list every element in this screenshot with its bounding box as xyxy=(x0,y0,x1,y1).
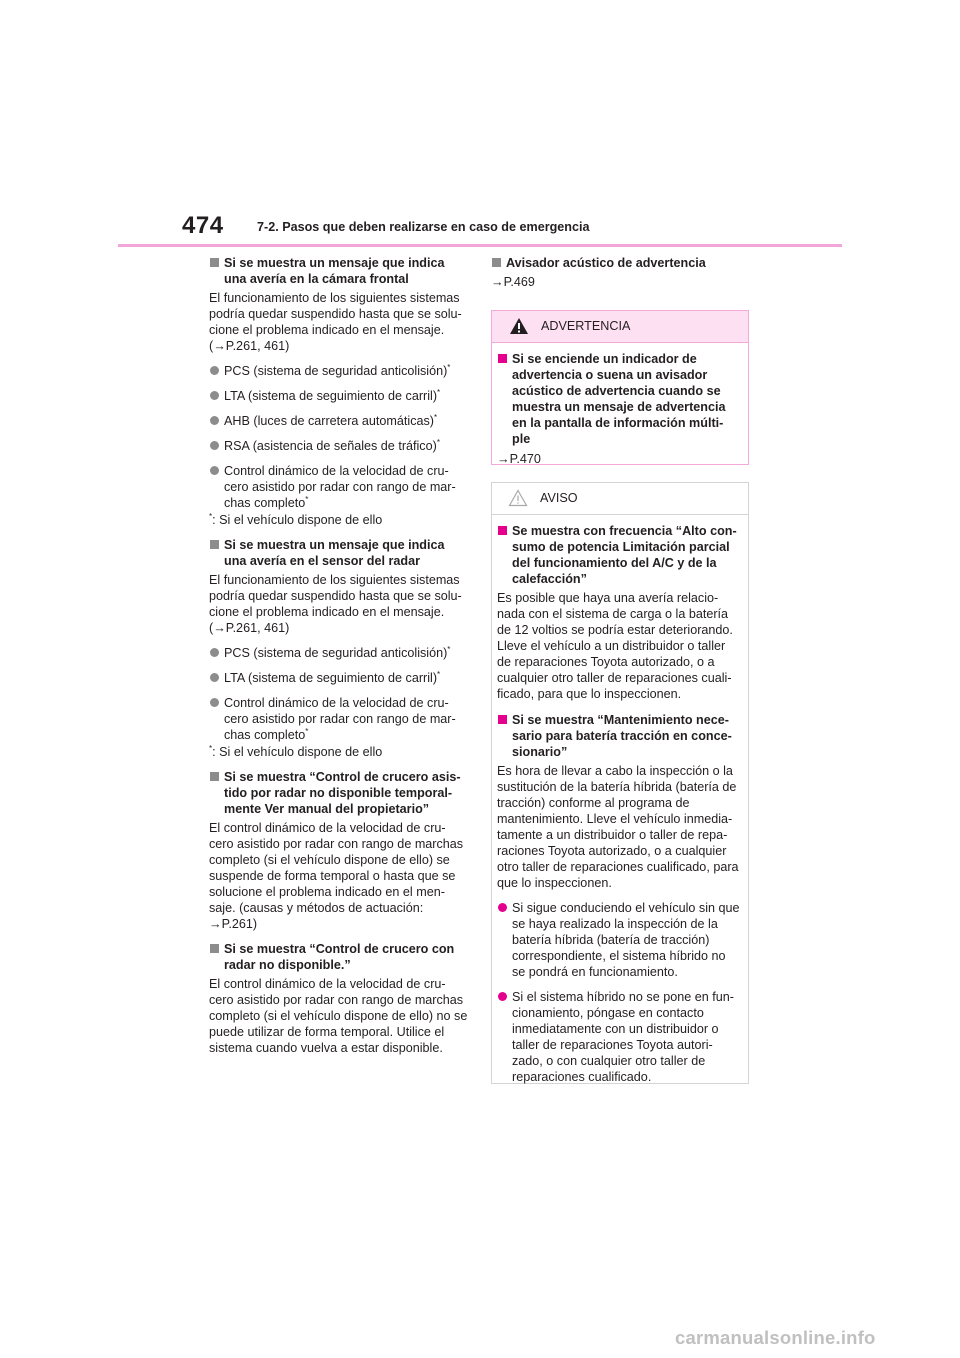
heading-text: Si se muestra “Mantenimiento nece- sario para batería tracción en conce- sionario” xyxy=(512,713,732,759)
page-reference: →P.470 xyxy=(497,452,541,466)
circle-bullet-icon xyxy=(210,673,219,682)
list-item-text: PCS (sistema de seguridad anticolisión) xyxy=(224,646,448,660)
section-heading xyxy=(209,255,469,287)
list-item-text: AHB (luces de carretera automáticas) xyxy=(224,414,434,428)
body-text: Es hora de llevar a cabo la inspección o la sustitución de la batería híbrida (batería de tracción) conforme al programa de mantenimiento. Lleve el vehículo inmedia- tamente a un distribuidor o taller de repa- raciones Toyota autorizado, o a cualquier otro taller de reparaciones cualificado, para que lo inspeccionen. xyxy=(497,764,739,890)
square-bullet-icon xyxy=(210,540,219,549)
section-heading xyxy=(209,537,469,569)
heading-text: Si se enciende un indicador de advertencia o suena un avisador acústico de advertencia cuando se muestra un mensaje de advertencia en la pantalla de información múlti- ple xyxy=(512,352,726,446)
heading-text: Si se muestra “Control de crucero con radar no disponible.” xyxy=(224,942,455,972)
body-text: El control dinámico de la velocidad de cru- cero asistido por radar con rango de marchas completo (si el vehículo dispone de ello) se suspende de forma temporal o hasta que se solucione el problema indicado en el men- saje. (causas y métodos de actuación: →P.261) xyxy=(209,821,464,931)
square-bullet-icon xyxy=(210,258,219,267)
list-item xyxy=(209,363,469,379)
list-item xyxy=(209,388,469,404)
list-item xyxy=(497,900,741,980)
circle-bullet-icon xyxy=(210,698,219,707)
heading-text: Si se muestra “Control de crucero asis- tido por radar no disponible temporal- mente Ver manual del propietario” xyxy=(224,770,461,816)
asterisk: * xyxy=(305,727,309,736)
section-heading xyxy=(209,769,469,817)
right-column xyxy=(491,255,751,290)
warning-header xyxy=(492,311,748,343)
page-number: 474 xyxy=(182,212,224,239)
square-bullet-icon xyxy=(498,715,507,724)
square-bullet-icon xyxy=(498,354,507,363)
circle-bullet-icon xyxy=(498,903,507,912)
circle-bullet-icon xyxy=(210,466,219,475)
list-item-text: Control dinámico de la velocidad de cru- cero asistido por radar con rango de mar- chas completo xyxy=(224,696,456,742)
circle-bullet-icon xyxy=(210,416,219,425)
page-reference: →P.469 xyxy=(491,275,535,289)
left-column xyxy=(209,255,469,1056)
footnote-mark: * xyxy=(209,744,213,753)
body-text: El funcionamiento de los siguientes sistemas podría quedar suspendido hasta que se solu- cione el problema indicado en el mensaje. (→P.261, 461) xyxy=(209,291,462,353)
footnote xyxy=(209,512,469,528)
list-item-text: Control dinámico de la velocidad de cru- cero asistido por radar con rango de mar- chas completo xyxy=(224,464,456,510)
list-item xyxy=(209,413,469,429)
section-heading xyxy=(497,351,741,447)
footnote xyxy=(209,744,469,760)
list-item-text: RSA (asistencia de señales de tráfico) xyxy=(224,439,437,453)
list-item-text: PCS (sistema de seguridad anticolisión) xyxy=(224,364,448,378)
list-item xyxy=(209,463,469,511)
list-item xyxy=(209,645,469,661)
notice-body xyxy=(492,515,748,1085)
square-bullet-icon xyxy=(492,258,501,267)
list-item xyxy=(209,438,469,454)
heading-text: Si se muestra un mensaje que indica una avería en el sensor del radar xyxy=(224,538,445,568)
warning-triangle-icon xyxy=(509,317,529,335)
header-rule xyxy=(118,244,842,247)
square-bullet-icon xyxy=(210,772,219,781)
footnote-text: : Si el vehículo dispone de ello xyxy=(212,513,383,527)
body-text: El funcionamiento de los siguientes sistemas podría quedar suspendido hasta que se solu- cione el problema indicado en el mensaje. (→P.261, 461) xyxy=(209,573,462,635)
asterisk: * xyxy=(305,495,309,504)
list-item-text: Si el sistema híbrido no se pone en fun- cionamiento, póngase en contacto inmediatamente con un distribuidor o taller de reparaciones Toyota autori- zado, o con cualquier otro taller de reparaciones cualificado. xyxy=(512,990,734,1084)
footnote-mark: * xyxy=(209,512,213,521)
asterisk: * xyxy=(433,413,438,422)
footnote-text: : Si el vehículo dispone de ello xyxy=(212,745,383,759)
square-bullet-icon xyxy=(498,526,507,535)
caution-triangle-icon xyxy=(508,489,528,507)
circle-bullet-icon xyxy=(498,992,507,1001)
section-heading xyxy=(497,523,741,587)
warning-body xyxy=(492,343,748,467)
square-bullet-icon xyxy=(210,944,219,953)
section-title: 7-2. Pasos que deben realizarse en caso de emergencia xyxy=(257,220,590,234)
body-text: El control dinámico de la velocidad de cru- cero asistido por radar con rango de marchas completo (si el vehículo dispone de ello) no se puede utilizar de forma temporal. Utilice el sistema cuando vuelva a estar disponible. xyxy=(209,977,468,1055)
heading-text: Avisador acústico de advertencia xyxy=(506,256,706,270)
warning-box xyxy=(491,310,749,465)
asterisk: * xyxy=(437,388,441,397)
notice-box xyxy=(491,482,749,1084)
notice-title: AVISO xyxy=(540,491,578,505)
circle-bullet-icon xyxy=(210,391,219,400)
notice-header xyxy=(492,483,748,515)
heading-text: Si se muestra un mensaje que indica una avería en la cámara frontal xyxy=(224,256,445,286)
asterisk: * xyxy=(437,670,441,679)
section-heading xyxy=(209,941,469,973)
list-item xyxy=(209,670,469,686)
list-item xyxy=(209,695,469,743)
circle-bullet-icon xyxy=(210,441,219,450)
body-text: Es posible que haya una avería relacio- nada con el sistema de carga o la batería de 12 voltios se podría estar deteriorando. Lleve el vehículo a un distribuidor o taller de reparaciones Toyota autorizado, o a cualquier otro taller de reparaciones cuali- ficado, para que lo inspeccionen. xyxy=(497,591,733,701)
asterisk: * xyxy=(447,645,451,654)
list-item-text: LTA (sistema de seguimiento de carril) xyxy=(224,389,438,403)
asterisk: * xyxy=(436,438,440,447)
section-heading xyxy=(497,712,741,760)
circle-bullet-icon xyxy=(210,366,219,375)
heading-text: Se muestra con frecuencia “Alto con- sumo de potencia Limitación parcial del funcionamiento del A/C y de la calefacción” xyxy=(512,524,737,586)
list-item-text: LTA (sistema de seguimiento de carril) xyxy=(224,671,438,685)
asterisk: * xyxy=(447,363,451,372)
watermark: carmanualsonline.info xyxy=(675,1327,876,1348)
list-item-text: Si sigue conduciendo el vehículo sin que se haya realizado la inspección de la batería híbrida (batería de tracción) correspondiente, el sistema híbrido no se pondrá en funcionamiento. xyxy=(512,901,740,979)
circle-bullet-icon xyxy=(210,648,219,657)
list-item xyxy=(497,989,741,1085)
section-heading xyxy=(491,255,751,271)
warning-title: ADVERTENCIA xyxy=(541,319,631,333)
